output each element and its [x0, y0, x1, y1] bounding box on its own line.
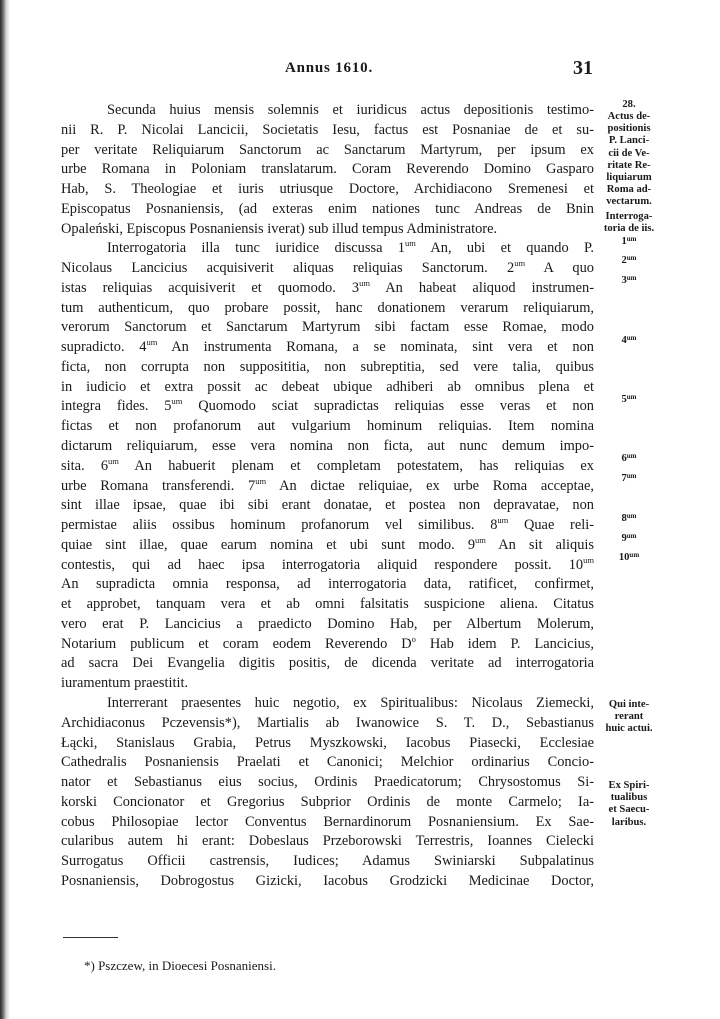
margin-note-line: $9^{um}$ — [621, 532, 637, 544]
margin-note-line: et Saecu- — [608, 804, 650, 816]
text-line: cobus Philosopiae lector Conventus Bernardinorum Posnaniensium. Ex Sae- — [61, 813, 594, 830]
running-title: Annus 1610. — [285, 60, 373, 76]
text-line: nator et Sebastianus eius socius, Ordinis Praedicatorum; Chrysostomus Si- — [61, 774, 594, 791]
text-line: dictarum reliquiarum, esse vera nomina non ficta, aut nunc demum impo- — [61, 438, 594, 455]
superscript: um — [626, 393, 637, 401]
footnote-rule — [63, 937, 118, 938]
text-line: korski Concionator et Gregorius Subprior Ordinis de monte Carmelo; Ia- — [61, 793, 594, 810]
scan-edge — [0, 0, 10, 1019]
margin-note — [596, 335, 662, 347]
superscript: um — [626, 532, 637, 540]
margin-note-line: $7^{um}$ — [621, 472, 637, 484]
superscript: um — [626, 235, 637, 243]
margin-note — [596, 453, 662, 465]
text-line: Episcopatus Posnaniensis, (ad exteras enim nationes tunc Andreas de Bnin — [61, 200, 594, 217]
text-line: Łącki, Stanislaus Grabia, Petrus Myszkowski, Iacobus Piasecki, Ecclesiae — [61, 734, 594, 751]
text-line: sint illae ipsae, quae ibi sibi erant donatae, et postea non depravatae, non — [61, 497, 594, 514]
margin-note-line: $6^{um}$ — [621, 452, 637, 464]
text-line: urbe Romana in Poloniam translatarum. Coram Reverendo Domino Gasparo — [61, 161, 594, 178]
margin-note — [596, 552, 662, 564]
text-line: tum authenticum, quo probare possit, hanc donationem verarum reliquiarum, — [61, 299, 594, 316]
text-line: Cathedralis Posnaniensis Praelati et Canonici; Melchior ordinarius Concio- — [61, 754, 594, 771]
text-line: Opaleński, Episcopus Posnaniensis iverat) sub illud tempus Administratore. — [61, 220, 498, 237]
superscript: um — [626, 254, 637, 262]
superscript: o — [411, 633, 416, 644]
margin-note-line: $2^{um}$ — [621, 254, 637, 266]
text-line: supradicto. $4^{um}$ An instrumenta Romana, a se nominata, sint vera et non — [61, 337, 594, 356]
superscript: um — [475, 534, 486, 545]
text-line: ficta, non corrupta non supposititia, non subreptitia, sed vere talia, quibus — [61, 358, 594, 375]
margin-note-line: vectarum. — [606, 196, 652, 208]
text-line: fictas et non profanorum aut vulgarium hominum reliquias. Item nomina — [61, 418, 594, 435]
text-line: per veritate Reliquiarum Sanctorum ac Sanctarum Martyrum, per ipsum ex — [61, 141, 594, 158]
margin-note-line: $8^{um}$ — [621, 512, 637, 524]
margin-note — [596, 211, 662, 235]
margin-note-line: Qui inte- — [608, 699, 650, 710]
margin-note-line: $10^{um}$ — [618, 551, 640, 563]
margin-note — [596, 394, 662, 406]
page-number: 31 — [573, 57, 593, 79]
text-line: Posnaniensis, Dobrogostus Gizicki, Iacobus Grodzicki Medicinae Doctor, — [61, 872, 594, 889]
margin-note-line: toria de iis. — [603, 223, 655, 235]
body-text — [61, 101, 594, 892]
margin-note-line: $1^{um}$ — [621, 235, 637, 247]
text-line: in iudicio et extra possit ac debeat ubique adhiberi ab omnibus plena et — [61, 378, 594, 395]
text-line: verorum Sanctorum et Sanctarum Martyrum sibi factam esse Romae, modo — [61, 319, 594, 336]
text-line: Nicolaus Lancicius acquisiverit aliquas reliquias Sanctorum. $2^{um}$ A quo — [61, 258, 594, 277]
margin-note — [596, 111, 662, 209]
margin-note-line: rerant — [614, 711, 644, 723]
superscript: um — [108, 455, 119, 466]
text-line: Notarium publicum et coram eodem Reverendo $D^o$ Hab idem P. Lancicius, — [61, 633, 595, 652]
text-line: Archidiaconus Pczevensis*), Martialis ab Iwanowice S. T. D., Sebastianus — [61, 714, 594, 731]
text-line: istas reliquias acquisiverit et quomodo. $3^{um}$ An habeat aliquod instrumen- — [61, 277, 594, 296]
margin-note — [596, 255, 662, 267]
margin-note-line: $5^{um}$ — [621, 393, 637, 405]
margin-note — [596, 699, 662, 736]
superscript: um — [626, 334, 637, 342]
margin-note — [596, 275, 662, 287]
text-line: Hab, S. Theologiae et iuris utriusque Doctore, Archidiacono Sremenesi et — [61, 181, 594, 198]
superscript: um — [626, 472, 637, 480]
superscript: um — [626, 512, 637, 520]
margin-note — [596, 533, 662, 545]
margin-note-line: positionis — [607, 123, 651, 135]
margin-note-line: Ex Spiri- — [608, 780, 650, 791]
text-line: cularibus autem hi erant: Dobeslaus Przeborowski Terrestris, Ioannes Cielecki — [61, 833, 594, 850]
superscript: um — [255, 475, 267, 486]
margin-note-line: Interroga- — [605, 211, 653, 222]
text-line: ad sacra Dei Evangelia digitis positis, de dicenda veritate ad interrogatoria — [61, 655, 594, 672]
superscript: um — [146, 337, 158, 348]
superscript: um — [404, 238, 416, 249]
text-line: et approbet, tanquam vera et ab omni falsitatis suspicione aliena. Citatus — [61, 596, 594, 613]
margin-note-line: P. Lanci- — [608, 135, 650, 147]
text-line: permistae aliis ossibus hominum profanorum vel similibus. $8^{um}$ Quae reli- — [61, 515, 594, 534]
margin-note-line: 28. — [622, 99, 636, 110]
margin-note — [596, 780, 662, 829]
text-line: integra fides. $5^{um}$ Quomodo sciat supradictas reliquias esse veras et non — [61, 396, 594, 415]
text-line: vero erat P. Lancicius a praedicto Domino Hab, per Albertum Molerum, — [61, 615, 594, 632]
margin-note — [596, 473, 662, 485]
margin-note — [596, 513, 662, 525]
text-line: iuramentum praestitit. — [61, 675, 189, 692]
margin-note-line: Roma ad- — [606, 184, 652, 196]
superscript: um — [171, 396, 183, 407]
margin-note-line: huic actui. — [605, 723, 653, 735]
superscript: um — [626, 452, 637, 460]
text-line: Interrogatoria illa tunc iuridice discussa $1^{um}$ An, ubi et quando P. — [107, 238, 594, 257]
text-line: An supradicta omnia responsa, ad interrogatoria data, ratificet, confirmet, — [61, 576, 594, 593]
text-line: contestis, qui ad haec ipsa interrogatoria aliquid respondere possit. $10^{um}$ — [61, 554, 594, 573]
superscript: um — [626, 274, 637, 282]
superscript: um — [359, 277, 370, 288]
text-line: sita. $6^{um}$ An habuerit plenam et completam potestatem, has reliquias ex — [61, 455, 594, 474]
margin-note-line: liquiarum — [606, 172, 652, 184]
margin-note-line: laribus. — [611, 816, 647, 828]
margin-note-line: Actus de- — [607, 111, 651, 122]
margin-note-line: cii de Ve- — [608, 147, 650, 159]
footnote: *) Pszczew, in Dioecesi Posnaniensi. — [84, 958, 276, 973]
margin-note-line: $3^{um}$ — [621, 274, 637, 286]
margin-note — [596, 99, 662, 111]
text-line: nii R. P. Nicolai Lancicii, Societatis Iesu, factus est Posnaniae de et su- — [61, 121, 594, 138]
text-line: Secunda huius mensis solemnis et iuridicus actus depositionis testimo- — [107, 102, 594, 118]
page-header — [0, 57, 720, 84]
superscript: um — [514, 258, 526, 269]
margin-note-line: ritate Re- — [607, 159, 651, 171]
margin-note-line: $4^{um}$ — [621, 334, 637, 346]
superscript: um — [629, 551, 640, 559]
superscript: um — [583, 554, 594, 565]
superscript: um — [497, 515, 509, 526]
margin-note-line: tualibus — [610, 792, 648, 804]
text-line: Surrogatus Officii castrensis, Iudices; Adamus Swiniarski Subpalatinus — [61, 853, 594, 870]
text-line: Interrerant praesentes huic negotio, ex Spiritualibus: Nicolaus Ziemecki, — [107, 694, 594, 711]
margin-note — [596, 236, 662, 248]
text-line: urbe Romana transferendi. $7^{um}$ An dictae reliquiae, ex urbe Roma acceptae, — [61, 475, 594, 494]
text-line: quiae sint illae, quae earum nomina et ubi sunt modo. $9^{um}$ An sit aliquis — [61, 534, 594, 553]
